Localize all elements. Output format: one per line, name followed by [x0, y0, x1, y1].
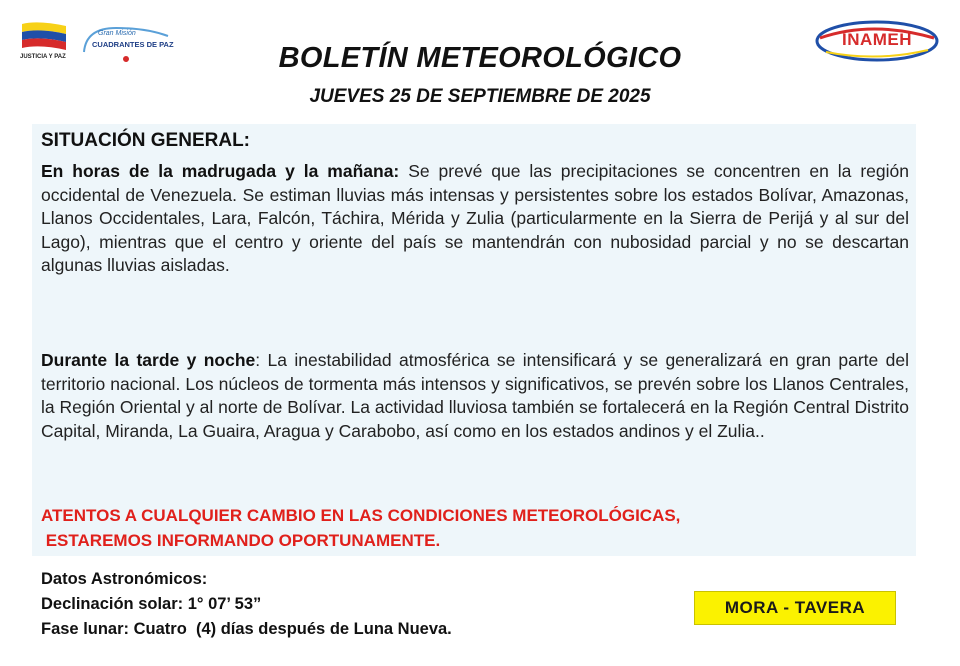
- astronomical-data: [41, 567, 452, 642]
- bulletin-title: BOLETÍN METEOROLÓGICO: [278, 42, 682, 74]
- alert-line-1: ATENTOS A CUALQUIER CAMBIO EN LAS CONDICIONES METEOROLÓGICAS,: [41, 506, 681, 525]
- afternoon-forecast-paragraph: [41, 349, 909, 443]
- solar-declination: Declinación solar: 1° 07’ 53”: [41, 595, 262, 613]
- gran-mision-text: Gran Misión: [98, 30, 136, 37]
- moon-phase: Fase lunar: Cuatro (4) días después de Luna Nueva.: [41, 620, 452, 638]
- cuadrantes-de-paz-text: CUADRANTES DE PAZ: [92, 40, 174, 49]
- afternoon-forecast-lead: Durante la tarde y noche: [41, 350, 256, 370]
- alert-notice: [41, 503, 680, 553]
- afternoon-forecast-text: : La inestabilidad atmosférica se intensificará y se generalizará en gran parte del territorio nacional. Los núcleos de tormenta más intensos y significativos, se prevén sobre los Llanos Centrales, la Región Oriental y al norte de Bolívar. La actividad lluviosa también se fortalecerá en la Región Central Distrito Capital, Miranda, La Guaira, Aragua y Carabobo, así como en los estados andinos y el Zulia..: [41, 350, 909, 441]
- author-badge: MORA - TAVERA: [694, 591, 896, 625]
- justicia-y-paz-caption: JUSTICIA Y PAZ: [20, 54, 66, 60]
- morning-forecast-paragraph: [41, 160, 909, 278]
- section-title: SITUACIÓN GENERAL:: [41, 130, 250, 151]
- morning-forecast-lead: En horas de la madrugada y la mañana:: [41, 161, 400, 181]
- astronomical-heading: Datos Astronómicos:: [41, 570, 208, 588]
- morning-forecast-text: Se prevé que las precipitaciones se concentren en la región occidental de Venezuela. Se estiman lluvias más intensas y persistentes sobre los estados Bolívar, Amazonas, Llanos Occidentales, Lara, Falcón, Táchira, Mérida y Zulia (particularmente en la Sierra de Perijá y al sur del Lago), mientras que el centro y oriente del país se mantendrán con nubosidad parcial y no se descartan algunas lluvias aisladas.: [41, 161, 909, 275]
- alert-line-2: ESTAREMOS INFORMANDO OPORTUNAMENTE.: [41, 531, 441, 550]
- bulletin-date: JUEVES 25 DE SEPTIEMBRE DE 2025: [309, 86, 651, 107]
- inameh-text: INAMEH: [841, 30, 913, 49]
